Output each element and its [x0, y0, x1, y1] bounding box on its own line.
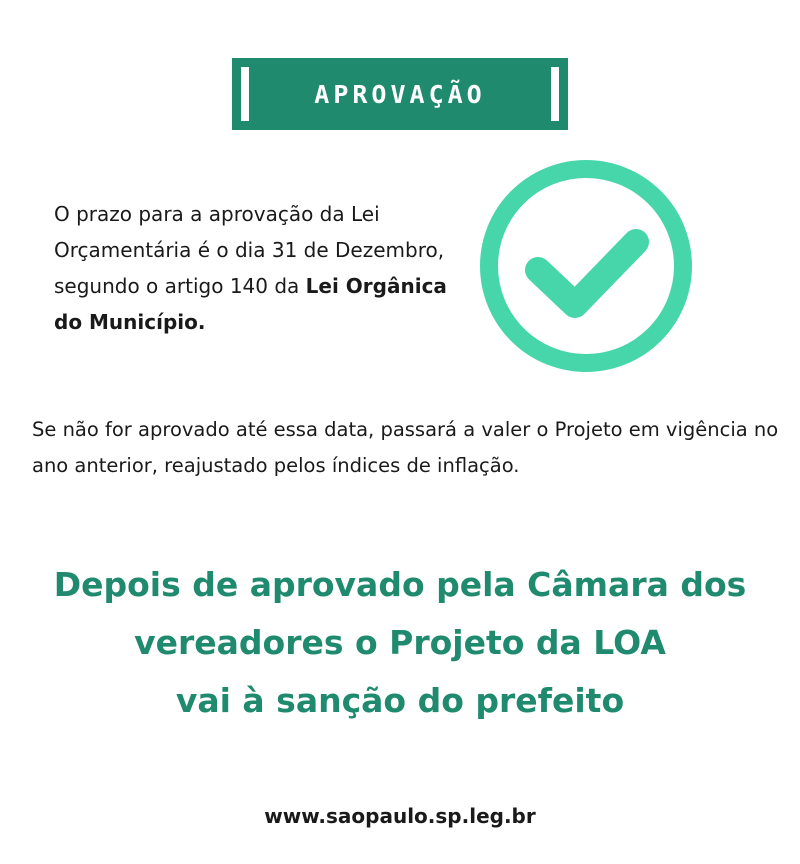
banner-right-bar [551, 67, 559, 121]
intro-paragraph [54, 196, 454, 340]
header-banner [232, 58, 568, 130]
check-circle-svg [480, 160, 692, 372]
intro-text: O prazo para a aprovação da Lei Orçamentária é o dia 31 de Dezembro, segundo o artigo 140 da [54, 202, 445, 298]
banner-left-bar [241, 67, 249, 121]
highlight-line-3: vai à sanção do prefeito [175, 681, 625, 720]
footer-url: www.saopaulo.sp.leg.br [264, 804, 536, 828]
check-circle-ring [489, 169, 683, 363]
highlight-statement [0, 556, 800, 730]
highlight-line-2: vereadores o Projeto da LOA [134, 623, 666, 662]
banner-title: APROVAÇÃO [314, 79, 486, 109]
intro-bold-law: Lei Orgânica do Município. [54, 274, 447, 334]
check-mark [538, 242, 636, 305]
body-paragraph: Se não for aprovado até essa data, passará a valer o Projeto em vigência no ano anterior, reajustado pelos índices de inflação. [32, 418, 779, 477]
highlight-line-1: Depois de aprovado pela Câmara dos [53, 565, 747, 604]
check-circle-icon [480, 160, 692, 372]
